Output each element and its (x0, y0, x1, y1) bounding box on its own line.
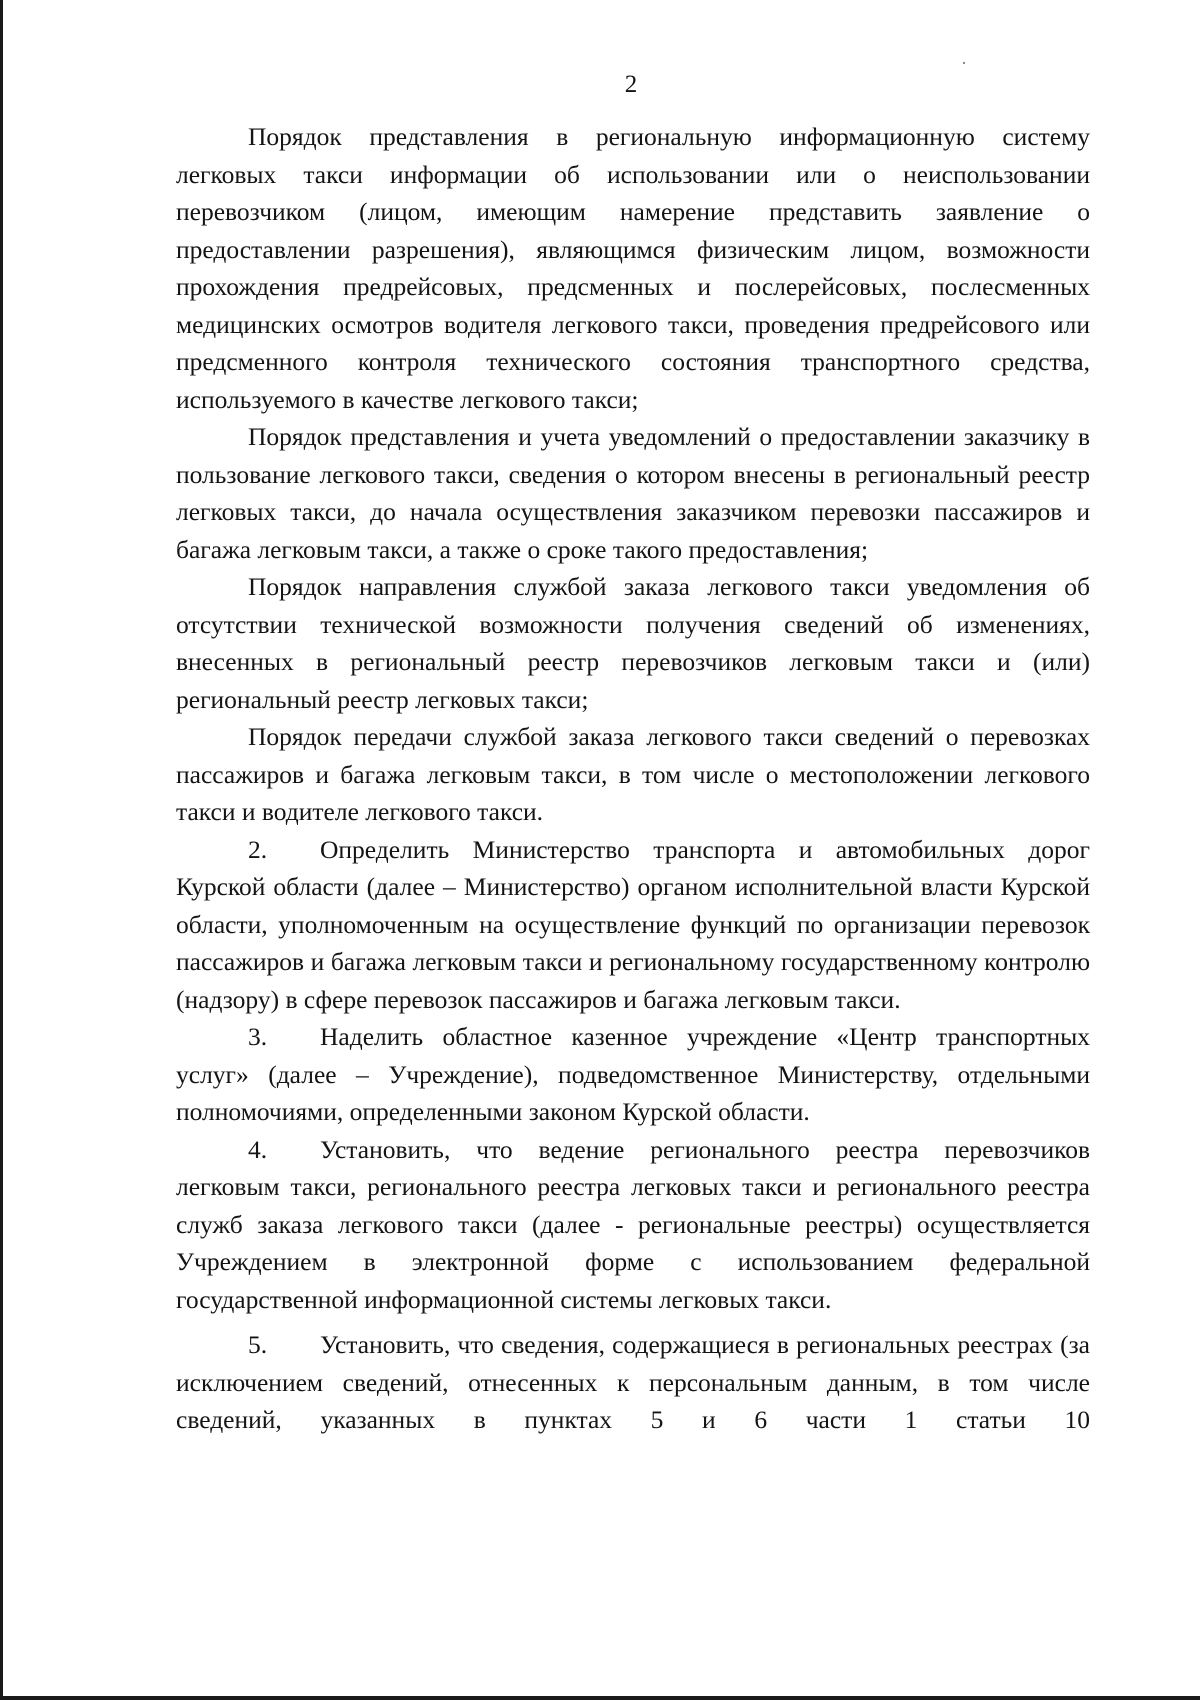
paragraph-text: Определить Министерство транспорта и автомобильных дорог Курской области (далее – Министерство) органом исполнительной власти Курской области, уполномоченным на осуществление функций по организации перевозок пассажиров и багажа легковым такси и региональному государственному контролю (надзору) в сфере перевозок пассажиров и багажа легковым такси. (176, 834, 1090, 1014)
item-number: 4. (248, 1134, 268, 1164)
paragraph-text: Установить, что ведение регионального реестра перевозчиков легковым такси, регионального реестра легковых такси и регионального реестра служб заказа легкового такси (далее - региональные реестры) осуществляется Учреждением в электронной форме с использованием федеральной государственной информационной системы легковых такси. (176, 1134, 1090, 1314)
paragraph-text: Порядок передачи службой заказа легкового такси сведений о перевозках пассажиров и багажа легковым такси, в том числе о местоположении легкового такси и водителе легкового такси. (176, 722, 1090, 826)
paragraph-text: Порядок представления и учета уведомлений о предоставлении заказчику в пользование легкового такси, сведения о котором внесены в региональный реестр легковых такси, до начала осуществления заказчиком перевозки пассажиров и багажа легковым такси, а также о сроке такого предоставления; (176, 422, 1090, 564)
paragraph-item-3 (176, 1018, 1090, 1131)
paragraph-text: Порядок направления службой заказа легкового такси уведомления об отсутствии технической возможности получения сведений об изменениях, внесенных в региональный реестр перевозчиков легковым такси и (или) региональный реестр легковых такси; (176, 572, 1090, 714)
page-number: 2 (624, 71, 638, 98)
paragraph-procedure-info-system (176, 118, 1090, 418)
scan-left-edge (0, 0, 3, 1700)
scan-bottom-edge (0, 1696, 1200, 1700)
item-number: 3. (248, 1022, 268, 1051)
document-body (176, 118, 1090, 1439)
paragraph-procedure-notifications (176, 418, 1090, 568)
item-number: 5. (248, 1330, 268, 1359)
paragraph-text: Наделить областное казенное учреждение «Центр транспортных услуг» (далее – Учреждение), подведомственное Министерству, отдельными полномочиями, определенными законом Курской области. (176, 1022, 1090, 1126)
paragraph-item-2 (176, 831, 1090, 1019)
paragraph-item-4 (176, 1131, 1090, 1319)
paragraph-text: Порядок представления в региональную информационную систему легковых такси информации об использовании или о неиспользовании перевозчиком (лицом, имеющим намерение представить заявление о предоставлении разрешения), являющимся физическим лицом, возможности прохождения предрейсовых, предсменных и послерейсовых, послесменных медицинских осмотров водителя легкового такси, проведения предрейсового или предсменного контроля технического состояния транспортного средства, используемого в качестве легкового такси; (176, 122, 1090, 414)
scan-speck (963, 62, 965, 64)
paragraph-text: Установить, что сведения, содержащиеся в региональных реестрах (за исключением сведений, отнесенных к персональным данным, в том числе сведений, указанных в пунктах 5 и 6 части 1 статьи 10 (176, 1330, 1090, 1434)
paragraph-item-5 (176, 1326, 1090, 1439)
paragraph-procedure-transfer-info (176, 718, 1090, 831)
item-number: 2. (248, 834, 268, 864)
paragraph-procedure-no-technical-possibility (176, 568, 1090, 718)
